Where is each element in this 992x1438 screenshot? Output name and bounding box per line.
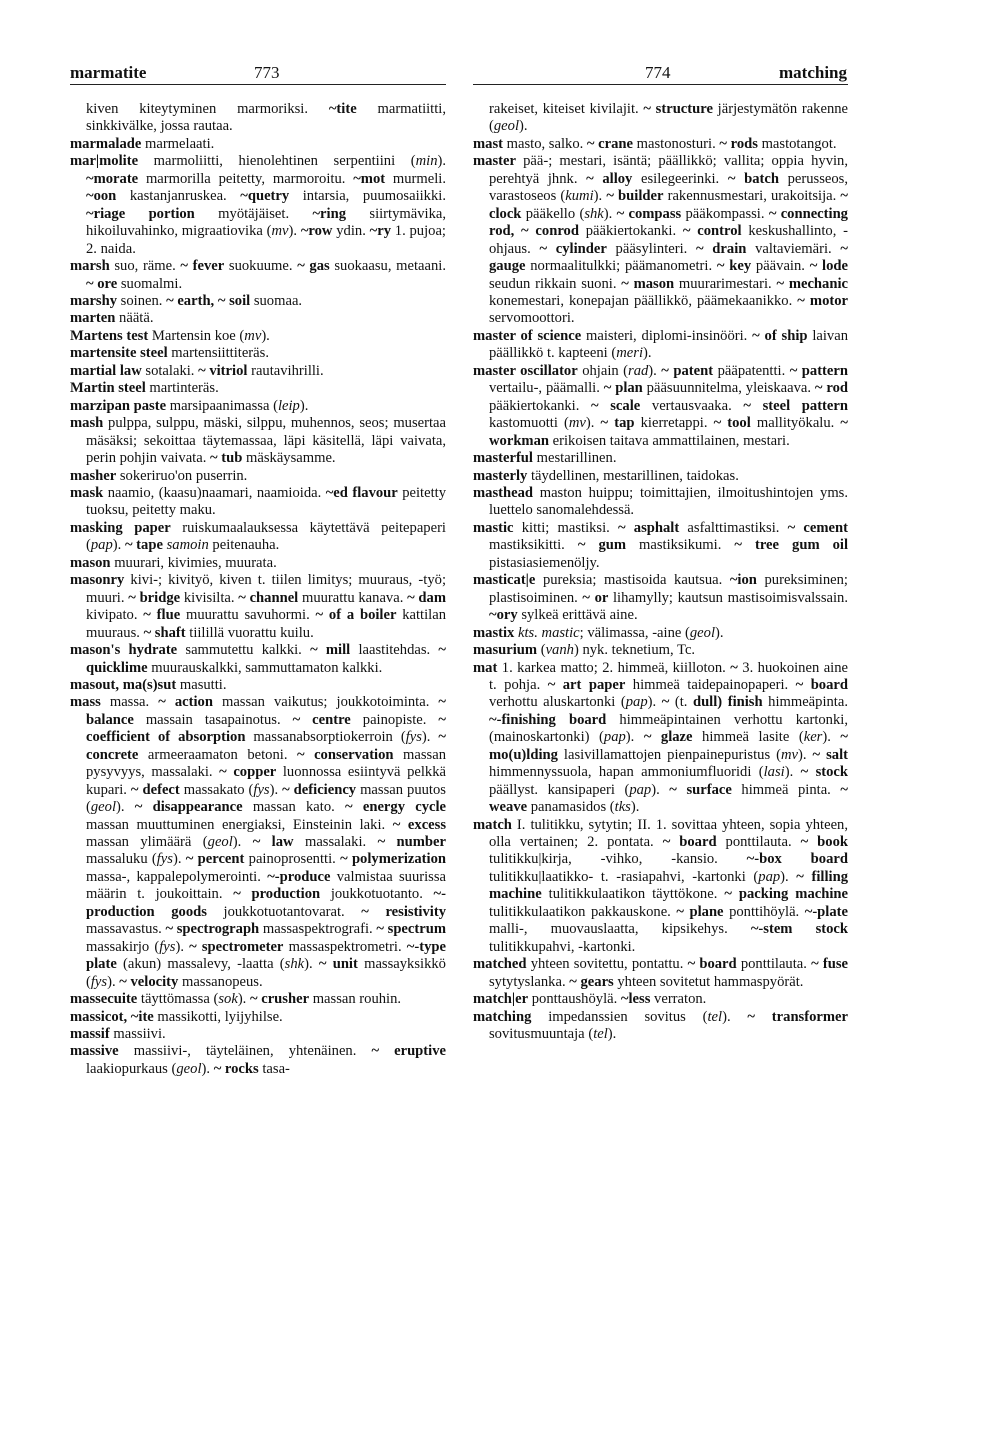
- dictionary-entry: massicot, ~ite massikotti, lyijyhilse.: [70, 1008, 283, 1025]
- dictionary-entry: mason's hydrate sammutettu kalkki. ~ mill laastitehdas. ~ quicklime muurauskalkki, sammuttamaton kalkki.: [70, 642, 446, 676]
- dictionary-entry: matching impedanssien sovitus (tel). ~ transformer sovitusmuuntaja (tel).: [473, 1008, 848, 1043]
- dictionary-entry: mastix kts. mastic; välimassa, -aine (geol).: [473, 624, 724, 641]
- dictionary-entry: masticat|e pureksia; mastisoida kautsua. ~ion pureksiminen; plastisoiminen. ~ or lihamylly; kautsun mastisoimisvalssain. ~ory sylkeä erittävä aine.: [473, 572, 848, 624]
- dictionary-entry: masking paper ruiskumaalauksessa käytettävä peitepaperi (pap). ~ tape samoin peitenauha.: [70, 519, 446, 554]
- dictionary-entry: masterly täydellinen, mestarillinen, taidokas.: [473, 467, 739, 484]
- dictionary-entry: Martens test Martensin koe (mv).: [70, 327, 270, 344]
- left-column: [70, 101, 446, 1078]
- dictionary-entry: marmalade marmelaati.: [70, 135, 215, 152]
- dictionary-entry: match I. tulitikku, sytytin; II. 1. sovittaa yhteen, sopia yhteen, olla vertainen; 2. pontata. ~ board ponttilauta. ~ book tulitikku|kirja, -vihko, -kansio. ~-box board tulitikku|laatikko- t. -rasiapahvi, -kartonki (pap). ~ filling machine tulitikkulaatikon täyttökone. ~ packing machine tulitikkulaatikon pakkauskone. ~ plane ponttihöylä. ~-plate malli-, muovauslaatta, kipsikehys. ~-stem stock tulitikkupahvi, -kartonki.: [473, 816, 849, 955]
- dictionary-entry: masher sokeriruo'on puserrin.: [70, 467, 248, 484]
- dictionary-entry: master of science maisteri, diplomi-insinööri. ~ of ship laivan päällikkö t. kapteeni (meri).: [473, 327, 848, 362]
- left-guide-word: marmatite: [70, 63, 147, 82]
- dictionary-entry: masurium (vanh) nyk. teknetium, Tc.: [473, 642, 696, 659]
- right-column: [473, 101, 848, 1043]
- dictionary-entry: match|er ponttaushöylä. ~less verraton.: [473, 991, 707, 1008]
- dictionary-entry: massif massiivi.: [70, 1026, 166, 1043]
- dictionary-entry: mash pulppa, sulppu, mäski, silppu, muhennos, seos; musertaa mäsäksi; sekoittaa täytemassaa, läpi käsitellä, läpi vaivata, perin pohjin vaivata. ~ tub mäskäysamme.: [70, 415, 446, 467]
- dictionary-entry: marsh suo, räme. ~ fever suokuume. ~ gas suokaasu, metaani. ~ ore suomalmi.: [70, 258, 446, 292]
- dictionary-entry: martensite steel martensiittiteräs.: [70, 345, 269, 362]
- dictionary-entry: massecuite täyttömassa (sok). ~ crusher massan rouhin.: [70, 991, 402, 1008]
- dictionary-entry: marzipan paste marsipaanimassa (leip).: [70, 397, 309, 414]
- dictionary-entry: masterful mestarillinen.: [473, 450, 617, 467]
- dictionary-entry: rakeiset, kiteiset kivilajit. ~ structure järjestymätön rakenne (geol).: [489, 101, 849, 135]
- dictionary-entry: masthead maston huippu; toimittajien, ilmoitushintojen yms. luettelo sanomalehdessä.: [473, 484, 848, 519]
- dictionary-entry: mason muurari, kivimies, muurata.: [70, 554, 277, 571]
- dictionary-entry: kiven kiteytyminen marmoriksi. ~tite marmatiitti, sinkkivälke, jossa rautaa.: [86, 101, 446, 135]
- dictionary-entry: mar|molite marmoliitti, hienolehtinen serpentiini (min). ~morate marmorilla peitetty, marmoroitu. ~mot murmeli. ~oon kastanjanruskea. ~quetry intarsia, puumosaiikki. ~riage portion myötäjäiset. ~ring siirtymävika, hikoiluvahinko, migraatiovika (mv). ~row ydin. ~ry 1. pujoa; 2. naida.: [70, 153, 446, 257]
- dictionary-entry: mastic kitti; mastiksi. ~ asphalt asfalttimastiksi. ~ cement mastiksikitti. ~ gum mastiksikumi. ~ tree gum oil pistasiasiemenöljy.: [473, 519, 849, 571]
- right-page-number: 774: [645, 63, 671, 82]
- dictionary-entry: master pää-; mestari, isäntä; päällikkö; vallita; oppia hyvin, perehtyä jhnk. ~ alloy esilegeerinki. ~ batch perusseos, varastoseos (kumi). ~ builder rakennusmestari, urakoitsija. ~ clock pääkello (shk). ~ compass pääkompassi. ~ connecting rod, ~ conrod pääkiertokanki. ~ control keskushallinto, -ohjaus. ~ cylinder pääsylinteri. ~ drain valtaviemäri. ~ gauge normaalitulkki; päämanometri. ~ key päävain. ~ lode seudun rikkain suoni. ~ mason muurarimestari. ~ mechanic konemestari, konepajan päällikkö, päämekaanikko. ~ motor servomoottori.: [473, 153, 849, 327]
- dictionary-entry: masonry kivi-; kivityö, kiven t. tiilen limitys; muuraus, -työ; muuri. ~ bridge kivisilta. ~ channel muurattu kanava. ~ dam kivipato. ~ flue muurattu savuhormi. ~ of a boiler kattilan muuraus. ~ shaft tiilillä vuorattu kuilu.: [70, 572, 446, 641]
- dictionary-entry: marshy soinen. ~ earth, ~ soil suomaa.: [70, 292, 303, 309]
- dictionary-entry: matched yhteen sovitettu, pontattu. ~ board ponttilauta. ~ fuse sytytyslanka. ~ gears yhteen sovitetut hammaspyörät.: [473, 956, 849, 990]
- dictionary-entry: masout, ma(s)sut masutti.: [70, 676, 227, 693]
- dictionary-entry: mass massa. ~ action massan vaikutus; joukkotoiminta. ~ balance massain tasapainotus. ~ centre painopiste. ~ coefficient of absorption massanabsorptiokerroin (fys). ~ concrete armeeraamaton betoni. ~ conservation massan pysyvyys, massalaki. ~ copper luonnossa esiintyvä pelkkä kupari. ~ defect massakato (fys). ~ deficiency massan puutos (geol). ~ disappearance massan kato. ~ energy cycle massan muuttuminen energiaksi, Einsteinin laki. ~ excess massan ylimäärä (geol). ~ law massalaki. ~ number massaluku (fys). ~ percent painoprosentti. ~ polymerization massa-, kappalepolymerointi. ~-produce valmistaa suurissa määrin t. joukoittain. ~ production joukkotuotanto. ~-production goods joukkotuotantovarat. ~ resistivity massavastus. ~ spectrograph massaspektrografi. ~ spectrum massakirjo (fys). ~ spectrometer massaspektrometri. ~-type plate (akun) massalevy, -laatta (shk). ~ unit massayksikkö (fys). ~ velocity massanopeus.: [70, 694, 447, 990]
- right-header-rule: [473, 84, 848, 85]
- left-page-number: 773: [254, 63, 280, 82]
- dictionary-entry: master oscillator ohjain (rad). ~ patent pääpatentti. ~ pattern vertailu-, päämalli. ~ plan pääsuunnitelma, yleiskaava. ~ rod pääkiertokanki. ~ scale vertausvaaka. ~ steel pattern kastomuotti (mv). ~ tap kierretappi. ~ tool mallityökalu. ~ workman erikoisen taitava ammattilainen, mestari.: [473, 362, 848, 449]
- dictionary-entry: martial law sotalaki. ~ vitriol rautavihrilli.: [70, 362, 324, 379]
- dictionary-entry: Martin steel martinteräs.: [70, 380, 219, 397]
- dictionary-entry: mask naamio, (kaasu)naamari, naamioida. ~ed flavour peitetty tuoksu, peitetty maku.: [70, 484, 446, 519]
- dictionary-entry: marten näätä.: [70, 310, 154, 327]
- right-guide-word: matching: [779, 63, 847, 82]
- left-header-rule: [70, 84, 446, 85]
- dictionary-entry: mat 1. karkea matto; 2. himmeä, kiilloton. ~ 3. huokoinen aine t. pohja. ~ art paper himmeä taidepainopaperi. ~ board verhottu aluskartonki (pap). ~ (t. dull) finish himmeäpinta. ~-finishing board himmeäpintainen verhottu kartonki, (mainoskartonki) (pap). ~ glaze himmeä lasite (ker). ~ mo(u)lding lasivillamattojen pienpainepuristus (mv). ~ salt himmennyssuola, hapan ammoniumfluoridi (lasi). ~ stock päällyst. kansipaperi (pap). ~ surface himmeä pinta. ~ weave panamasidos (tks).: [473, 659, 849, 816]
- dictionary-entry: massive massiivi-, täyteläinen, yhtenäinen. ~ eruptive laakiopurkaus (geol). ~ rocks tasa-: [70, 1043, 446, 1077]
- dictionary-entry: mast masto, salko. ~ crane mastonosturi. ~ rods mastotangot.: [473, 135, 837, 152]
